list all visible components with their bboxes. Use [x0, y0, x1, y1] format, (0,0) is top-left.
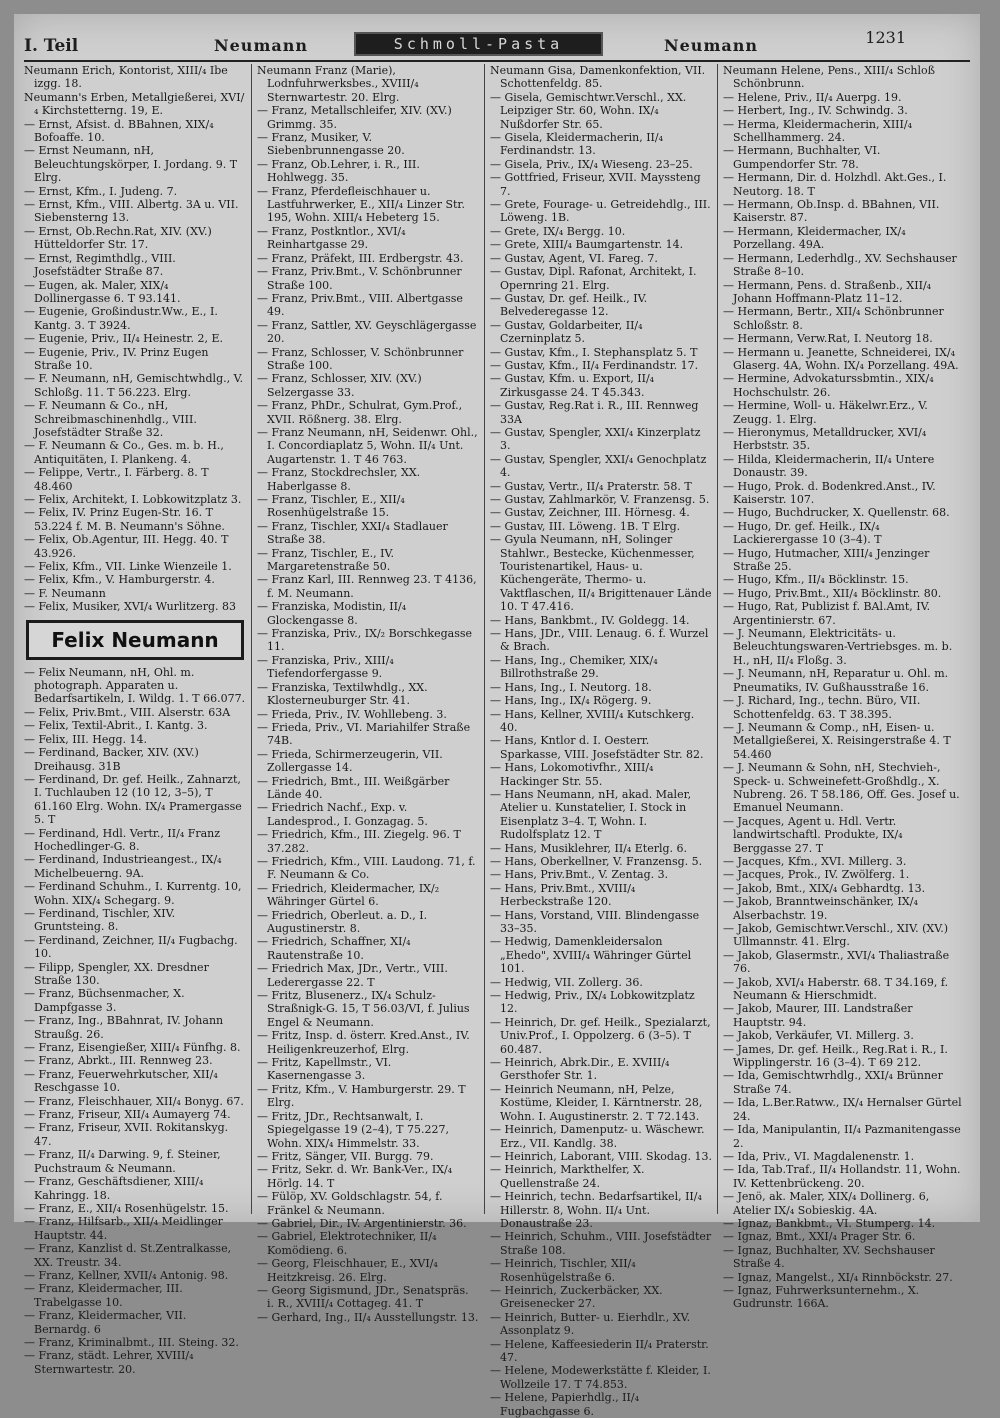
directory-entry: — Franz, Ob.Lehrer, i. R., III. Hohlwegg. 35. — [257, 157, 420, 185]
directory-entry: — Gustav, Reg.Rat i. R., III. Rennweg 33A — [490, 399, 699, 426]
directory-entry: — Hermann, Lederhdlg., XV. Sechshauser Straße 8–10. — [723, 251, 957, 279]
directory-entry: Neumann Gisa, Damenkonfektion, VII. Schottenfeldg. 85. — [490, 64, 706, 91]
directory-entry: — Hermine, Woll- u. Häkelwr.Erz., V. Zeugg. 1. Elrg. — [723, 399, 928, 426]
directory-entry: — Heinrich, Damenputz- u. Wäschewr. Erz., VII. Kandlg. 38. — [490, 1123, 705, 1150]
directory-entry: — Gabriel, Elektrotechniker, II/₄ Komödieng. 6. — [257, 1230, 437, 1257]
directory-entry: — Hans Neumann, nH, akad. Maler, Atelier u. Kunstatelier, I. Stock in Eisenplatz 3–4. T, Wohn. I. Rudolfsplatz 12. T — [490, 787, 692, 842]
directory-entry: — Jacques, Kfm., XVI. Millerg. 3. — [723, 854, 907, 868]
directory-entry: — Gisela, Gemischtwr.Verschl., XX. Leipziger Str. 60, Wohn. IX/₄ Nußdorfer Str. 65. — [490, 90, 687, 131]
directory-entry: — Franz, Büchsenmacher, X. Dampfgasse 3. — [24, 987, 185, 1014]
directory-entry: — Ernst Neumann, nH, Beleuchtungskörper, I. Jordang. 9. T Elrg. — [24, 144, 238, 185]
directory-entry: — Franz, Postkntlor., XVI/₄ Reinhartgasse 29. — [257, 224, 406, 252]
directory-entry: — Jakob, Verkäufer, VI. Millerg. 3. — [723, 1029, 914, 1043]
directory-entry: — Gyula Neumann, nH, Solinger Stahlwr., Bestecke, Küchenmesser, Touristenartikel, Haus- u. Küchengeräte, Thermo- u. Vaktflaschen, II/₄ Brigittenauer Lände 10. T 47.416. — [490, 533, 712, 614]
directory-entry: — Franz, Fleischhauer, XII/₄ Bonyg. 67. — [24, 1094, 244, 1108]
directory-entry: — Friedrich, Kleidermacher, IX/₂ Währinger Gürtel 6. — [257, 881, 440, 909]
directory-entry: — J. Neumann, nH, Reparatur u. Ohl. m. Pneumatiks, IV. Gußhausstraße 16. — [723, 667, 949, 694]
directory-entry: — Franz, Hilfsarb., XII/₄ Meidlinger Hauptstr. 44. — [24, 1215, 223, 1242]
directory-entry: — Franziska, Modistin, II/₄ Glockengasse 8. — [257, 600, 407, 627]
column-1 — [24, 64, 246, 1376]
directory-entry: — F. Neumann & Co., nH, Schreibmaschinenhdlg., VIII. Josefstädter Straße 32. — [24, 399, 197, 439]
directory-entry: — Herbert, Ing., IV. Schwindg. 3. — [723, 104, 908, 118]
directory-entry: — Franz, Schlosser, V. Schönbrunner Straße 100. — [257, 345, 464, 372]
directory-entry: — Franz, Präfekt, III. Erdbergstr. 43. — [257, 251, 464, 265]
directory-entry: — Felix, Textil-Abrit., I. Kantg. 3. — [24, 719, 208, 733]
directory-page — [14, 14, 980, 1418]
directory-entry: — Ferdinand, Zeichner, II/₄ Fugbachg. 10. — [24, 933, 238, 961]
directory-entry: — Fritz, Sänger, VII. Burgg. 79. — [257, 1149, 434, 1163]
directory-entry: — Helene, Kaffeesiederin II/₄ Praterstr. 47. — [490, 1337, 709, 1364]
directory-entry: — Hugo, Hutmacher, XIII/₄ Jenzinger Straße 25. — [723, 546, 930, 574]
directory-entry: — Frieda, Priv., VI. Mariahilfer Straße 74B. — [257, 720, 471, 748]
directory-entry: — Gottfried, Friseur, XVII. Mayssteng 7. — [490, 171, 701, 198]
directory-entry: — Frieda, Schirmerzeugerin, VII. Zollergasse 14. — [257, 747, 443, 775]
directory-entry: — Grete, Fourage- u. Getreidehdlg., III. Löweng. 1B. — [490, 198, 711, 225]
directory-entry: — Fülöp, XV. Goldschlagstr. 54, f. Fränkel & Neumann. — [257, 1190, 443, 1217]
column-divider — [484, 64, 485, 1214]
directory-entry: — Franziska, Textilwhdlg., XX. Klosterneuburger Str. 41. — [257, 680, 428, 708]
directory-entry: — Ignaz, Mangelst., XI/₄ Rinnböckstr. 27. — [723, 1270, 953, 1284]
running-head-right: Neumann — [664, 36, 758, 55]
directory-entry: — Hugo, Priv.Bmt., XII/₄ Böcklinstr. 80. — [723, 586, 942, 600]
column-2 — [257, 64, 479, 1324]
directory-entry: — J. Richard, Ing., techn. Büro, VII. Schottenfeldg. 63. T 38.395. — [723, 694, 921, 721]
directory-entry: — Ernst, Kfm., I. Judeng. 7. — [24, 184, 178, 198]
directory-entry: — Heinrich Neumann, nH, Pelze, Kostüme, Kleider, I. Kärntnerstr. 28, Wohn. I. Augustinerstr. 2. T 72.143. — [490, 1082, 703, 1123]
directory-entry: — Hugo, Kfm., II/₄ Böcklinstr. 15. — [723, 573, 909, 587]
running-head-left: Neumann — [214, 36, 308, 55]
directory-entry: — Friedrich, Kfm., III. Ziegelg. 96. T 37.282. — [257, 828, 461, 855]
directory-entry: — Franz, städt. Lehrer, XVIII/₄ Sternwartestr. 20. — [24, 1349, 194, 1376]
directory-entry: Neumann Erich, Kontorist, XIII/₄ Ibe izgg. 18. — [24, 64, 228, 91]
column-divider — [251, 64, 252, 1214]
part-label: I. Teil — [24, 36, 79, 56]
directory-entry: — Heinrich, Abrk.Dir., E. XVIII/₄ Gersthofer Str. 1. — [490, 1056, 670, 1083]
directory-entry: — Eugenie, Großindustr.Ww., E., I. Kantg. 3. T 3924. — [24, 305, 218, 332]
directory-entry: — Gustav, Goldarbeiter, II/₄ Czerninplatz 5. — [490, 318, 643, 346]
advertisement-box: Felix Neumann — [26, 620, 244, 660]
directory-entry: — Jakob, XVI/₄ Haberstr. 68. T 34.169, f. Neumann & Hierschmidt. — [723, 975, 949, 1003]
directory-entry: — Hugo, Prok. d. Bodenkred.Anst., IV. Kaiserstr. 107. — [723, 479, 936, 506]
directory-entry: — Gustav, Vertr., II/₄ Praterstr. 58. T — [490, 479, 692, 493]
directory-entry: — Gustav, Kfm., II/₄ Ferdinandstr. 17. — [490, 358, 699, 372]
directory-entry: — Frieda, Priv., IV. Wohllebeng. 3. — [257, 707, 447, 721]
directory-entry: — Hans, Musiklehrer, II/₄ Eterlg. 6. — [490, 841, 688, 855]
directory-entry: — Franz, Tischler, XXI/₄ Stadlauer Straße 38. — [257, 519, 448, 547]
directory-entry: — Hedwig, Damenkleidersalon „Ehedo", XVIII/₄ Währinger Gürtel 101. — [490, 935, 692, 976]
directory-entry: — Hermine, Advokaturssbmtin., XIX/₄ Hochschulstr. 26. — [723, 372, 934, 399]
directory-entry: — Franz, Feuerwehrkutscher, XII/₄ Reschgasse 10. — [24, 1067, 218, 1095]
directory-entry: — Felix, Priv.Bmt., VIII. Alserstr. 63A — [24, 705, 231, 719]
directory-entry: — Heinrich, Schuhm., VIII. Josefstädter Straße 108. — [490, 1230, 712, 1257]
directory-entry: — Franz, Friseur, XVII. Rokitanskyg. 47. — [24, 1121, 229, 1148]
directory-entry: — Franz, Kleidermacher, III. Trabelgasse 10. — [24, 1282, 183, 1309]
directory-entry: — Gustav, Agent, VI. Fareg. 7. — [490, 251, 658, 265]
directory-entry: — Ignaz, Buchhalter, XV. Sechshauser Straße 4. — [723, 1243, 935, 1271]
directory-entry: — Hieronymus, Metalldrucker, XVI/₄ Herbststr. 35. — [723, 425, 927, 453]
directory-entry: — Felix, IV. Prinz Eugen-Str. 16. T 53.224 f. M. B. Neumann's Söhne. — [24, 506, 225, 533]
directory-entry: — Ferdinand, Hdl. Vertr., II/₄ Franz Hochedlinger-G. 8. — [24, 826, 221, 853]
directory-entry: — Jenö, ak. Maler, XIX/₄ Dollinerg. 6, Atelier IX/₄ Sobieskig. 4A. — [723, 1190, 930, 1217]
column-3 — [490, 64, 712, 1418]
directory-entry: — Franz, Kriminalbmt., III. Steing. 32. — [24, 1335, 239, 1349]
directory-entry: — Ignaz, Fuhrwerksunternehm., X. Gudrunstr. 166A. — [723, 1283, 920, 1311]
directory-entry: — Felix, Ob.Agentur, III. Hegg. 40. T 43.926. — [24, 533, 229, 560]
directory-entry: — Felippe, Vertr., I. Färberg. 8. T 48.460 — [24, 466, 209, 493]
directory-entry: — Jacques, Prok., IV. Zwölferg. 1. — [723, 868, 910, 882]
directory-entry: — Helene, Papierhdlg., II/₄ Fugbachgasse 6. — [490, 1391, 639, 1418]
directory-entry: — Eugen, ak. Maler, XIX/₄ Dollinergasse 6. T 93.141. — [24, 278, 181, 305]
directory-entry: — Hans, Ing., Chemiker, XIX/₄ Billrothstraße 29. — [490, 653, 658, 681]
directory-entry: — Hans, Kntlor d. I. Oesterr. Sparkasse, VIII. Josefstädter Str. 82. — [490, 734, 704, 761]
directory-entry: — Hermann, Verw.Rat, I. Neutorg 18. — [723, 332, 933, 346]
directory-entry: — Felix Neumann, nH, Ohl. m. photograph. Apparaten u. Bedarfsartikeln, I. Wildg. 1. T 66.077. — [24, 665, 246, 706]
directory-entry: — Hermann, Pens. d. Straßenb., XII/₄ Johann Hoffmann-Platz 11–12. — [723, 278, 932, 305]
directory-entry: — Heinrich, Laborant, VIII. Skodag. 13. — [490, 1149, 712, 1163]
directory-entry: — Hugo, Dr. gef. Heilk., IX/₄ Lackierergasse 10 (3–4). T — [723, 519, 882, 547]
directory-entry: — Gustav, Kfm. u. Export, II/₄ Zirkusgasse 24. T 45.343. — [490, 372, 655, 399]
directory-entry: — Franz, Musiker, V. Siebenbrunnengasse 20. — [257, 131, 405, 158]
directory-entry: — Jakob, Maurer, III. Landstraßer Hauptstr. 94. — [723, 1002, 913, 1029]
directory-entry: — F. Neumann & Co., Ges. m. b. H., Antiquitäten, I. Plankeng. 4. — [24, 439, 224, 466]
directory-entry: — Fritz, Blusenerz., IX/₄ Schulz-Straßnigk-G. 15, T 56.03/VI, f. Julius Engel & Neumann. — [257, 989, 470, 1029]
directory-entry: — Ernst, Regimthdlg., VIII. Josefstädter Straße 87. — [24, 251, 176, 279]
directory-entry: — Franz, Friseur, XII/₄ Aumayerg 74. — [24, 1108, 231, 1122]
directory-entry: — Ferdinand, Industrieangest., IX/₄ Michelbeuerng. 9A. — [24, 853, 222, 880]
directory-entry: — Gustav, III. Löweng. 1B. T Elrg. — [490, 519, 681, 533]
directory-entry: — Franz, Eisengießer, XIII/₄ Fünfhg. 8. — [24, 1041, 241, 1055]
directory-entry: — Helene, Priv., II/₄ Auerpg. 19. — [723, 90, 902, 104]
directory-entry: — Eugenie, Priv., II/₄ Heinestr. 2, E. — [24, 332, 223, 346]
page-header — [24, 24, 970, 62]
directory-entry: — Franz, E., XII/₄ Rosenhügelstr. 15. — [24, 1201, 229, 1215]
column-divider — [717, 64, 718, 1214]
directory-entry: — Franz, Kellner, XVII/₄ Antonig. 98. — [24, 1268, 229, 1282]
directory-entry: — Ernst, Kfm., VIII. Albertg. 3A u. VII. Siebensterng 13. — [24, 198, 239, 225]
directory-entry: — Fritz, Insp. d. österr. Kred.Anst., IV. Heiligenkreuzerhof, Elrg. — [257, 1029, 470, 1056]
directory-entry: — Felix, III. Hegg. 14. — [24, 732, 147, 746]
directory-entry: — Georg Sigismund, JDr., Senatspräs. i. R., XVIII/₄ Cottageg. 41. T — [257, 1283, 469, 1311]
directory-entry: — Franz, Priv.Bmt., VIII. Albertgasse 49. — [257, 291, 463, 319]
directory-entry: — Hans, Priv.Bmt., V. Zentag. 3. — [490, 868, 669, 882]
directory-entry: — Gustav, Zahlmarkör, V. Franzensg. 5. — [490, 493, 710, 506]
directory-entry: — Ida, Priv., VI. Magdalenenstr. 1. — [723, 1149, 915, 1163]
directory-entry: — Gustav, Dr. gef. Heilk., IV. Belvederegasse 12. — [490, 291, 648, 319]
directory-entry: — Felix, Kfm., VII. Linke Wienzeile 1. — [24, 560, 232, 574]
directory-entry: — Friedrich, Kfm., VIII. Laudong. 71, f. F. Neumann & Co. — [257, 854, 476, 882]
directory-entry: — Franz, Sattler, XV. Geyschlägergasse 20. — [257, 318, 477, 346]
directory-entry: — Heinrich, techn. Bedarfsartikel, II/₄ Hillerstr. 8, Wohn. II/₄ Unt. Donaustraße 23. — [490, 1190, 702, 1230]
directory-entry: — Hans, Lokomotivfhr., XIII/₄ Hackinger Str. 55. — [490, 761, 654, 788]
directory-entry: — Hans, Oberkellner, V. Franzensg. 5. — [490, 854, 703, 868]
directory-entry: — Ida, Tab.Traf., II/₄ Hollandstr. 11, Wohn. IV. Kettenbrückeng. 20. — [723, 1163, 961, 1190]
directory-entry: — Georg, Fleischhauer, E., XVI/₄ Heitzkreisg. 26. Elrg. — [257, 1257, 438, 1284]
directory-entry: — Ignaz, Bmt., XXI/₄ Prager Str. 6. — [723, 1230, 916, 1244]
columns-area — [24, 64, 970, 1418]
directory-entry: Neumann Franz (Marie), Lodnfuhrwerksbes., XVIII/₄ Sternwartestr. 20. Elrg. — [257, 64, 419, 104]
directory-entry: — Gustav, Kfm., I. Stephansplatz 5. T — [490, 345, 698, 359]
directory-entry: — Heinrich, Dr. gef. Heilk., Spezialarzt, Univ.Prof., I. Oppolzerg. 6 (3–5). T 60.487. — [490, 1015, 711, 1056]
directory-entry: — Ida, Gemischtwrhdlg., XXI/₄ Brünner Straße 74. — [723, 1069, 943, 1096]
directory-entry: — Jakob, Gemischtwr.Verschl., XIV. (XV.) Ullmannstr. 41. Elrg. — [723, 922, 949, 949]
directory-entry: — Franz, Stockdrechsler, XX. Haberlgasse 8. — [257, 466, 421, 493]
directory-entry: — Hermann, Buchhalter, VI. Gumpendorfer Str. 78. — [723, 144, 881, 171]
directory-entry: Neumann Helene, Pens., XIII/₄ Schloß Schönbrunn. — [723, 64, 935, 91]
column-4 — [723, 64, 963, 1311]
directory-entry: — Franz, Kleidermacher, VII. Bernardg. 6 — [24, 1309, 187, 1336]
directory-entry: — Franz, Kanzlist d. St.Zentralkasse, XX. Treustr. 34. — [24, 1242, 232, 1269]
directory-entry: — Hermann, Bertr., XII/₄ Schönbrunner Schloßstr. 8. — [723, 305, 944, 332]
directory-entry: — Hugo, Buchdrucker, X. Quellenstr. 68. — [723, 506, 950, 520]
advertising-banner: Schmoll-Pasta — [354, 32, 603, 56]
directory-entry: — F. Neumann, nH, Gemischtwhdlg., V. Schloßg. 11. T 56.223. Elrg. — [24, 372, 244, 399]
directory-entry: — Franz, Tischler, E., XII/₄ Rosenhügelstraße 15. — [257, 493, 405, 520]
directory-entry: — Hans, JDr., VIII. Lenaug. 6. f. Wurzel & Brach. — [490, 627, 709, 654]
directory-entry: — Ferdinand, Dr. gef. Heilk., Zahnarzt, I. Tuchlauben 12 (10 12, 3–5), T 61.160 Elrg. Wohn. IX/₄ Pramergasse 5. T — [24, 772, 242, 827]
directory-entry: — Franz, Priv.Bmt., V. Schönbrunner Straße 100. — [257, 265, 462, 292]
directory-entry: — Ernst, Afsist. d. BBahnen, XIX/₄ Bofoaffe. 10. — [24, 117, 214, 145]
directory-entry: — Hans, Ing., IX/₄ Rögerg. 9. — [490, 694, 652, 708]
directory-entry: — Franz, Abrkt., III. Rennweg 23. — [24, 1054, 213, 1068]
directory-entry: — Jakob, Branntweinschänker, IX/₄ Alserbachstr. 19. — [723, 895, 918, 922]
directory-entry: — Hermann, Ob.Insp. d. BBahnen, VII. Kaiserstr. 87. — [723, 198, 940, 225]
directory-entry: — Felix, Architekt, I. Lobkowitzplatz 3. — [24, 493, 242, 506]
directory-entry: — Hedwig, Priv., IX/₄ Lobkowitzplatz 12. — [490, 989, 695, 1016]
directory-entry: — James, Dr. gef. Heilk., Reg.Rat i. R., I. Wipplingerstr. 16 (3–4). T 69 212. — [723, 1042, 948, 1070]
directory-entry: — Grete, IX/₄ Bergg. 10. — [490, 224, 626, 238]
directory-entry: — Hans, Bankbmt., IV. Goldegg. 14. — [490, 613, 690, 627]
directory-entry: — Hilda, Kleidermacherin, II/₄ Untere Donaustr. 39. — [723, 452, 935, 480]
directory-entry: — Felix, Musiker, XVI/₄ Wurlitzerg. 83 — [24, 600, 236, 614]
directory-entry: — Heinrich, Markthelfer, X. Quellenstraße 24. — [490, 1163, 645, 1190]
directory-entry: — Fritz, Kfm., V. Hamburgerstr. 29. T Elrg. — [257, 1082, 466, 1110]
directory-entry: — Hermann u. Jeanette, Schneiderei, IX/₄ Glaserg. 4A, Wohn. IX/₄ Porzellang. 49A. — [723, 345, 959, 372]
directory-entry: — F. Neumann — [24, 586, 106, 600]
directory-entry: — Gisela, Priv., IX/₄ Wieseng. 23–25. — [490, 157, 693, 171]
directory-entry: — Felix, Kfm., V. Hamburgerstr. 4. — [24, 573, 215, 587]
directory-entry: — Friedrich, Bmt., III. Weißgärber Lände 40. — [257, 774, 450, 801]
directory-entry: — Heinrich, Butter- u. Eierhdlr., XV. Assonplatz 9. — [490, 1310, 691, 1338]
directory-entry: — Jakob, Glasermstr., XVI/₄ Thaliastraße 76. — [723, 948, 950, 976]
directory-entry: — Franziska, Priv., XIII/₄ Tiefendorfergasse 9. — [257, 653, 394, 681]
directory-entry: — Hans, Vorstand, VIII. Blindengasse 33–35. — [490, 908, 700, 935]
directory-entry: — Ida, L.Ber.Ratww., IX/₄ Hernalser Gürtel 24. — [723, 1096, 962, 1123]
directory-entry: — Hugo, Rat, Publizist f. BAl.Amt, IV. Argentinierstr. 67. — [723, 600, 931, 627]
directory-entry: — Franziska, Priv., IX/₂ Borschkegasse 11. — [257, 627, 472, 654]
directory-entry: — Gabriel, Dir., IV. Argentinierstr. 36. — [257, 1216, 467, 1230]
directory-entry: — Franz, Schlosser, XIV. (XV.) Selzergasse 33. — [257, 372, 422, 399]
directory-entry: — Jakob, Bmt., XIX/₄ Gebhardtg. 13. — [723, 881, 926, 895]
directory-entry: — Helene, Modewerkstätte f. Kleider, I. Wollzeile 17. T 74.853. — [490, 1364, 711, 1391]
directory-entry: — Hedwig, VII. Zollerg. 36. — [490, 975, 643, 989]
directory-entry: — Ida, Manipulantin, II/₄ Pazmanitengasse 2. — [723, 1123, 961, 1150]
directory-entry: — Hermann, Kleidermacher, IX/₄ Porzellang. 49A. — [723, 224, 906, 252]
directory-entry: — Fritz, Sekr. d. Wr. Bank-Ver., IX/₄ Hörlg. 14. T — [257, 1163, 453, 1190]
directory-entry: — Fritz, Kapellmstr., VI. Kasernengasse 3. — [257, 1056, 392, 1083]
directory-entry: — Franz, II/₄ Darwing. 9, f. Steiner, Puchstraum & Neumann. — [24, 1148, 221, 1175]
directory-entry: — Franz, Pferdefleischhauer u. Lastfuhrwerker, E., XII/₄ Linzer Str. 195, Wohn. XIII/₄ Hebeterg 15. — [257, 184, 465, 225]
directory-entry: — Hermann, Dir. d. Holzhdl. Akt.Ges., I. Neutorg. 18. T — [723, 171, 947, 198]
directory-entry: — Ernst, Ob.Rechn.Rat, XIV. (XV.) Hütteldorfer Str. 17. — [24, 224, 212, 252]
directory-entry: — Gustav, Spengler, XXI/₄ Kinzerplatz 3. — [490, 425, 701, 453]
directory-entry: — Franz, PhDr., Schulrat, Gym.Prof., XVII. Rößnerg. 38. Elrg. — [257, 399, 463, 426]
directory-entry: — Fritz, JDr., Rechtsanwalt, I. Spiegelgasse 19 (2–4), T 75.227, Wohn. XIX/₄ Himmelstr. 33. — [257, 1109, 449, 1150]
directory-entry: — Ferdinand, Backer, XIV. (XV.) Dreihausg. 31B — [24, 746, 199, 773]
directory-entry: — J. Neumann & Sohn, nH, Stechvieh-, Speck- u. Schweinefett-Großhdlg., X. Nubreng. 26. T 58.186, Off. Ges. Josef u. Emanuel Neumann. — [723, 761, 960, 815]
directory-entry: — Franz, Tischler, E., IV. Margaretenstraße 50. — [257, 546, 395, 574]
directory-entry: — Gerhard, Ing., II/₄ Ausstellungstr. 13. — [257, 1310, 479, 1324]
directory-entry: — Jacques, Agent u. Hdl. Vertr. landwirtschaftl. Produkte, IX/₄ Berggasse 27. T — [723, 814, 903, 855]
directory-entry: — Ferdinand Schuhm., I. Kurrentg. 10, Wohn. XIX/₄ Schegarg. 9. — [24, 880, 242, 907]
directory-entry: — Hans, Ing., I. Neutorg. 18. — [490, 680, 652, 694]
directory-entry: — Gustav, Zeichner, III. Hörnesg. 4. — [490, 506, 690, 520]
directory-entry: — Eugenie, Priv., IV. Prinz Eugen Straße 10. — [24, 345, 209, 372]
directory-entry: — Franz, Ing., BBahnrat, IV. Johann Straußg. 26. — [24, 1014, 224, 1041]
directory-entry: Neumann's Erben, Metallgießerei, XVI/₄ Kirchstetterng. 19, E. — [24, 90, 245, 118]
directory-entry: — Friedrich, Schaffner, XI/₄ Rautenstraße 10. — [257, 935, 411, 962]
directory-entry: — Franz Karl, III. Rennweg 23. T 4136, f. M. Neumann. — [257, 573, 477, 600]
directory-entry: — Filipp, Spengler, XX. Dresdner Straße 130. — [24, 960, 209, 987]
directory-entry: — Gustav, Dipl. Rafonat, Architekt, I. Opernring 21. Elrg. — [490, 265, 697, 292]
directory-entry: — Herma, Kleidermacherin, XIII/₄ Schellhammerg. 24. — [723, 117, 912, 145]
directory-entry: — Gustav, Spengler, XXI/₄ Genochplatz 4. — [490, 452, 707, 480]
directory-entry: — Grete, XIII/₄ Baumgartenstr. 14. — [490, 238, 684, 252]
directory-entry: — Franz, Geschäftsdiener, XIII/₄ Kahringg. 18. — [24, 1175, 204, 1202]
directory-entry: — Hans, Kellner, XVIII/₄ Kutschkerg. 40. — [490, 707, 695, 734]
directory-entry: — Gisela, Kleidermacherin, II/₄ Ferdinandstr. 13. — [490, 131, 664, 158]
directory-entry: — Ferdinand, Tischler, XIV. Gruntsteing. 8. — [24, 906, 176, 934]
directory-entry: — Friedrich Nachf., Exp. v. Landesprod., I. Gonzagag. 5. — [257, 801, 428, 828]
directory-entry: — Friedrich, Oberleut. a. D., I. Augustinerstr. 8. — [257, 908, 428, 935]
directory-entry: — Franz Neumann, nH, Seidenwr. Ohl., I. Concordiaplatz 5, Wohn. II/₄ Unt. Augartenstr. 1. T 46 763. — [257, 425, 478, 466]
directory-entry: — Hans, Priv.Bmt., XVIII/₄ Herbeckstraße 120. — [490, 881, 636, 909]
directory-entry: — Friedrich Max, JDr., Vertr., VIII. Lederergasse 22. T — [257, 962, 448, 989]
page-number: 1231 — [865, 28, 906, 47]
directory-entry: — J. Neumann, Elektricitäts- u. Beleuchtungswaren-Vertriebsges. m. b. H., nH, II/₄ Floßg. 3. — [723, 627, 953, 667]
directory-entry: — Heinrich, Zuckerbäcker, XX. Greisenecker 27. — [490, 1283, 663, 1311]
directory-entry: — Ignaz, Bankbmt., VI. Stumperg. 14. — [723, 1216, 936, 1230]
directory-entry: — J. Neumann & Comp., nH, Eisen- u. Metallgießerei, X. Reisingerstraße 4. T 54.460 — [723, 720, 951, 761]
directory-entry: — Heinrich, Tischler, XII/₄ Rosenhügelstraße 6. — [490, 1257, 636, 1284]
directory-entry: — Franz, Metallschleifer, XIV. (XV.) Grimmg. 35. — [257, 104, 452, 131]
